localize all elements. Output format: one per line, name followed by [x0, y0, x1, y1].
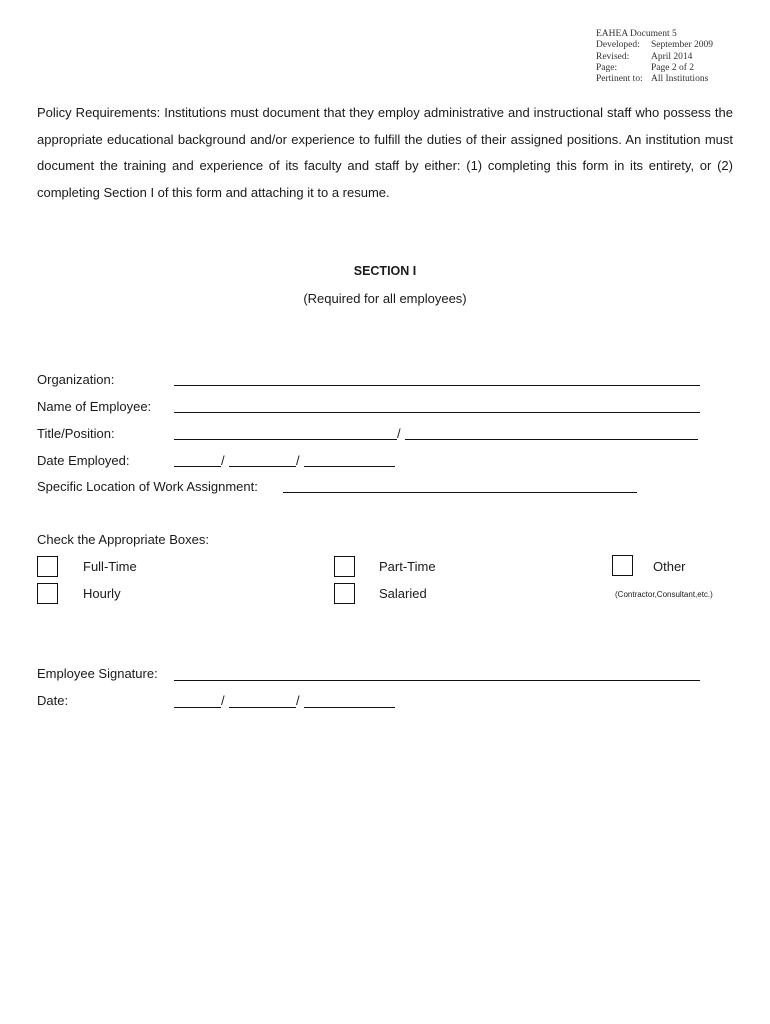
title-separator: / — [397, 426, 401, 441]
salaried-checkbox[interactable] — [334, 583, 355, 604]
signature-date-label: Date: — [37, 693, 69, 708]
date-separator: / — [296, 693, 300, 708]
meta-value: September 2009 — [651, 40, 714, 51]
meta-label: Revised: — [596, 51, 630, 62]
title-position-label: Title/Position: — [37, 426, 115, 441]
signature-date-month-field[interactable] — [174, 707, 221, 708]
organization-label: Organization: — [37, 372, 115, 387]
meta-pertinent — [596, 74, 713, 85]
title-field[interactable] — [174, 439, 397, 440]
date-employed-month-field[interactable] — [174, 466, 221, 467]
hourly-checkbox[interactable] — [37, 583, 58, 604]
date-separator: / — [296, 453, 300, 468]
signature-label: Employee Signature: — [37, 666, 158, 681]
employee-name-field[interactable] — [174, 412, 700, 413]
date-separator: / — [221, 453, 225, 468]
employee-name-label: Name of Employee: — [37, 399, 152, 414]
meta-developed — [596, 40, 713, 51]
position-field[interactable] — [405, 439, 698, 440]
work-location-label: Specific Location of Work Assignment: — [37, 479, 258, 494]
date-employed-year-field[interactable] — [304, 466, 395, 467]
part-time-label: Part-Time — [379, 559, 436, 574]
policy-requirements: Policy Requirements: Institutions must document that they employ administrative and instructional staff who possess the appropriate educational background and/or experience to fulfill the duties of their assigned positions. An institution must document the training and experience of its faculty and staff by either: (1) completing this form in its entirety, or (2) completing Section I of this form and attaching it to a resume. — [37, 105, 733, 201]
meta-page — [596, 63, 713, 74]
work-location-field[interactable] — [283, 492, 637, 493]
other-label: Other — [653, 559, 686, 574]
meta-revised — [596, 52, 713, 63]
document-id: EAHEA Document 5 — [596, 29, 677, 39]
salaried-label: Salaried — [379, 586, 427, 601]
full-time-label: Full-Time — [83, 559, 137, 574]
meta-label: Pertinent to: — [596, 74, 643, 85]
signature-field[interactable] — [174, 680, 700, 681]
signature-date-day-field[interactable] — [229, 707, 296, 708]
meta-value: All Institutions — [651, 74, 709, 85]
checkbox-heading: Check the Appropriate Boxes: — [37, 532, 209, 547]
meta-label: Developed: — [596, 40, 640, 51]
meta-label: Page: — [596, 62, 618, 73]
full-time-checkbox[interactable] — [37, 556, 58, 577]
section-subtitle: (Required for all employees) — [303, 291, 467, 306]
hourly-label: Hourly — [83, 586, 121, 601]
part-time-checkbox[interactable] — [334, 556, 355, 577]
organization-field[interactable] — [174, 385, 700, 386]
document-header — [596, 29, 713, 85]
other-checkbox[interactable] — [612, 555, 633, 576]
section-title: SECTION I — [353, 264, 417, 278]
meta-value: April 2014 — [651, 51, 693, 62]
other-note: (Contractor,Consultant,etc.) — [615, 590, 713, 599]
date-employed-day-field[interactable] — [229, 466, 296, 467]
meta-value: Page 2 of 2 — [651, 62, 695, 73]
signature-date-year-field[interactable] — [304, 707, 395, 708]
date-employed-label: Date Employed: — [37, 453, 130, 468]
date-separator: / — [221, 693, 225, 708]
